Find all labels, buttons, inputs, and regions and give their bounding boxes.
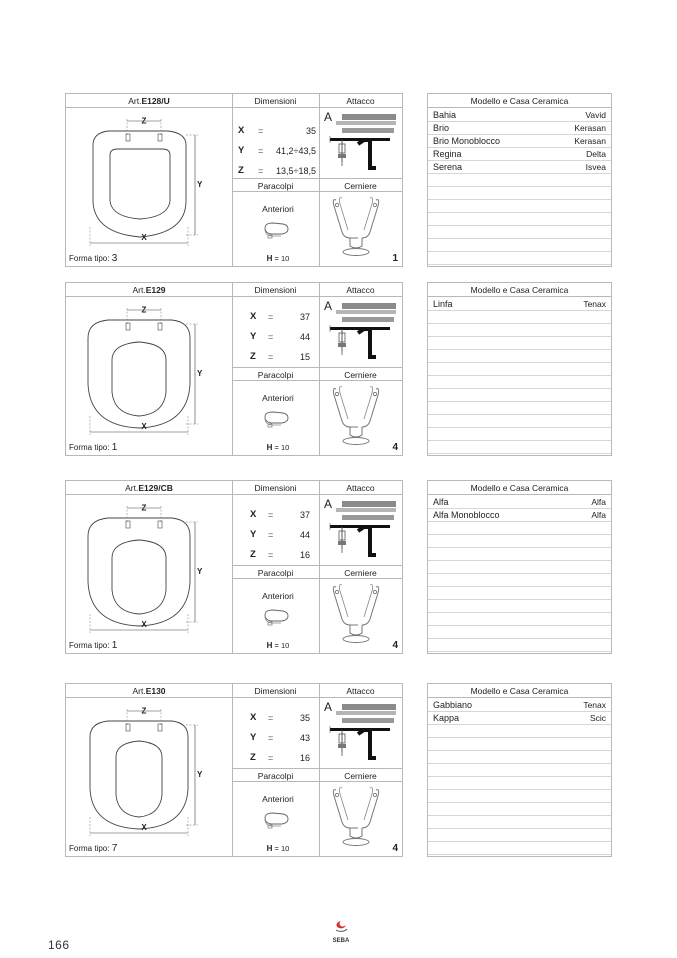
svg-text:X: X [141, 620, 147, 629]
empty-model-row [428, 816, 611, 829]
attacco-mount-icon [328, 110, 400, 176]
model-row [428, 122, 611, 135]
model-name: Gabbiano [433, 700, 473, 710]
svg-text:Y: Y [197, 770, 203, 779]
model-name: Linfa [433, 299, 453, 309]
model-row [428, 699, 611, 712]
empty-model-row [428, 311, 611, 324]
dim-x-value: 35 [299, 713, 310, 723]
height-value [236, 443, 320, 452]
hinge-icon [328, 784, 384, 850]
empty-model-row [428, 402, 611, 415]
dim-y-label: Y [250, 732, 257, 743]
height-number: = 10 [274, 254, 290, 263]
forma-tipo [69, 640, 117, 651]
empty-model-row [428, 777, 611, 790]
dim-z-row [236, 164, 316, 178]
product-spec-table [65, 480, 403, 654]
article-label: Art. [125, 483, 139, 493]
model-name: Brio [433, 123, 450, 133]
attacco-mount-icon [328, 299, 400, 365]
height-label: H [266, 641, 273, 650]
equals-sign: = [258, 146, 264, 156]
height-number: = 10 [274, 641, 290, 650]
dim-z-row [236, 350, 316, 364]
dimensioni-header: Dimensioni [232, 684, 319, 698]
attacco-header: Attacco [319, 94, 402, 108]
svg-text:X: X [141, 422, 147, 431]
dim-z-label: Z [250, 351, 256, 362]
model-brand: Isvea [585, 162, 606, 172]
forma-label: Forma tipo: [69, 641, 110, 650]
dim-y-row [236, 528, 316, 542]
attacco-type-letter: A [324, 299, 333, 313]
empty-model-row [428, 751, 611, 764]
empty-model-row [428, 842, 611, 855]
dim-z-label: Z [250, 549, 256, 560]
forma-tipo [69, 442, 117, 453]
svg-text:Y: Y [197, 567, 203, 576]
attacco-header: Attacco [319, 283, 402, 297]
hinge-icon [328, 581, 384, 647]
equals-sign: = [268, 312, 274, 322]
empty-model-row [428, 213, 611, 226]
brand-logo [328, 920, 354, 948]
paracolpi-header: Paracolpi [232, 565, 319, 579]
height-label: H [266, 254, 273, 263]
model-row [428, 298, 611, 311]
product-spec-table [65, 683, 403, 857]
attacco-header: Attacco [319, 481, 402, 495]
svg-text:Y: Y [197, 180, 203, 189]
article-label: Art. [132, 686, 146, 696]
paracolpi-header: Paracolpi [232, 178, 319, 192]
forma-label: Forma tipo: [69, 844, 110, 853]
empty-model-row [428, 363, 611, 376]
svg-text:Y: Y [197, 369, 203, 378]
equals-sign: = [268, 352, 274, 362]
empty-model-row [428, 200, 611, 213]
dim-x-label: X [250, 712, 257, 723]
model-name: Serena [433, 162, 463, 172]
model-brand: Kerasan [574, 136, 606, 146]
empty-model-row [428, 428, 611, 441]
model-row [428, 161, 611, 174]
model-brand: Delta [586, 149, 606, 159]
attacco-mount-icon [328, 497, 400, 563]
forma-label: Forma tipo: [69, 254, 110, 263]
article-label: Art. [128, 96, 142, 106]
empty-model-row [428, 324, 611, 337]
model-list [428, 496, 611, 652]
bumper-icon [261, 607, 291, 627]
attacco-number: 1 [392, 253, 398, 264]
empty-model-row [428, 626, 611, 639]
model-name: Alfa Monoblocco [433, 510, 500, 520]
empty-model-row [428, 337, 611, 350]
dimensioni-header: Dimensioni [232, 481, 319, 495]
model-row [428, 109, 611, 122]
model-list [428, 298, 611, 454]
dim-x-row [236, 508, 316, 522]
model-list [428, 699, 611, 855]
empty-model-row [428, 764, 611, 777]
height-value [236, 254, 320, 263]
forma-value: 1 [111, 640, 118, 651]
empty-model-row [428, 522, 611, 535]
bumper-icon [261, 409, 291, 429]
equals-sign: = [268, 753, 274, 763]
empty-model-row [428, 613, 611, 626]
product-spec-table [65, 93, 403, 267]
attacco-number: 4 [392, 442, 398, 453]
empty-model-row [428, 600, 611, 613]
dim-x-row [236, 711, 316, 725]
equals-sign: = [268, 332, 274, 342]
svg-text:Z: Z [141, 706, 147, 716]
article-header [66, 283, 232, 297]
model-name: Brio Monoblocco [433, 136, 501, 146]
height-label: H [266, 443, 273, 452]
model-row [428, 496, 611, 509]
svg-text:Z: Z [141, 305, 147, 315]
paracolpi-header: Paracolpi [232, 768, 319, 782]
hinge-icon [328, 194, 384, 260]
forma-value: 1 [111, 442, 118, 453]
model-brand: Scic [589, 713, 606, 723]
seat-outline-drawing [68, 109, 232, 253]
empty-model-row [428, 376, 611, 389]
height-number: = 10 [274, 844, 290, 853]
dim-z-value: 15 [299, 352, 310, 362]
height-label: H [266, 844, 273, 853]
equals-sign: = [268, 530, 274, 540]
article-code: E130 [145, 686, 166, 696]
equals-sign: = [258, 126, 264, 136]
model-brand: Alfa [591, 497, 606, 507]
dim-z-label: Z [250, 752, 256, 763]
dim-z-value: 16 [299, 550, 310, 560]
forma-value: 3 [111, 253, 118, 264]
equals-sign: = [268, 550, 274, 560]
attacco-number: 4 [392, 640, 398, 651]
empty-model-row [428, 548, 611, 561]
dim-z-label: Z [238, 165, 244, 176]
article-header [66, 481, 232, 495]
forma-tipo [69, 843, 117, 854]
anteriori-label: Anteriori [262, 794, 294, 804]
hinge-icon [328, 383, 384, 449]
dim-y-value: 44 [299, 332, 310, 342]
model-row [428, 712, 611, 725]
model-name: Bahia [433, 110, 457, 120]
height-number: = 10 [274, 443, 290, 452]
product-block [65, 93, 612, 267]
cerniere-header: Cerniere [319, 367, 402, 381]
model-table [427, 282, 612, 456]
dim-y-row [236, 144, 316, 158]
dim-z-row [236, 751, 316, 765]
equals-sign: = [268, 713, 274, 723]
dim-y-value: 41,2÷43,5 [276, 146, 316, 156]
model-table [427, 480, 612, 654]
article-code: E128/U [141, 96, 170, 106]
dim-y-label: Y [250, 529, 257, 540]
equals-sign: = [268, 510, 274, 520]
seba-logo-icon [333, 920, 349, 934]
paracolpi-header: Paracolpi [232, 367, 319, 381]
cerniere-header: Cerniere [319, 768, 402, 782]
attacco-number: 4 [392, 843, 398, 854]
dim-x-label: X [238, 125, 245, 136]
model-brand: Vavid [585, 110, 606, 120]
dim-x-label: X [250, 509, 257, 520]
empty-model-row [428, 535, 611, 548]
model-brand: Kerasan [574, 123, 606, 133]
empty-model-row [428, 350, 611, 363]
dim-y-value: 44 [299, 530, 310, 540]
dim-y-label: Y [238, 145, 245, 156]
attacco-type-letter: A [324, 110, 333, 124]
article-header [66, 684, 232, 698]
model-row [428, 135, 611, 148]
forma-value: 7 [111, 843, 118, 854]
height-value [236, 844, 320, 853]
dimensioni-header: Dimensioni [232, 94, 319, 108]
empty-model-row [428, 639, 611, 652]
dim-x-value: 37 [299, 510, 310, 520]
dim-y-value: 43 [299, 733, 310, 743]
bumper-icon [261, 810, 291, 830]
model-name: Alfa [433, 497, 449, 507]
modello-header: Modello e Casa Ceramica [428, 481, 611, 495]
article-code: E129/CB [138, 483, 173, 493]
dim-z-value: 13,5÷18,5 [276, 166, 316, 176]
attacco-header: Attacco [319, 684, 402, 698]
seat-outline-drawing [68, 699, 232, 843]
empty-model-row [428, 441, 611, 454]
anteriori-label: Anteriori [262, 591, 294, 601]
model-brand: Alfa [591, 510, 606, 520]
logo-text: SEBA [332, 938, 350, 944]
model-brand: Tenax [583, 299, 606, 309]
seat-outline-drawing [68, 496, 232, 640]
equals-sign: = [268, 733, 274, 743]
attacco-mount-icon [328, 700, 400, 766]
forma-label: Forma tipo: [69, 443, 110, 452]
model-name: Regina [433, 149, 462, 159]
forma-tipo [69, 253, 117, 264]
model-name: Kappa [433, 713, 460, 723]
empty-model-row [428, 803, 611, 816]
anteriori-label: Anteriori [262, 204, 294, 214]
empty-model-row [428, 738, 611, 751]
empty-model-row [428, 574, 611, 587]
seat-outline-drawing [68, 298, 232, 442]
attacco-type-letter: A [324, 497, 333, 511]
attacco-type-letter: A [324, 700, 333, 714]
empty-model-row [428, 415, 611, 428]
dim-z-value: 16 [299, 753, 310, 763]
dim-x-value: 35 [305, 126, 316, 136]
model-table [427, 683, 612, 857]
empty-model-row [428, 239, 611, 252]
empty-model-row [428, 252, 611, 265]
equals-sign: = [258, 166, 264, 176]
empty-model-row [428, 725, 611, 738]
product-spec-table [65, 282, 403, 456]
bumper-icon [261, 220, 291, 240]
page-number: 166 [48, 938, 70, 952]
dim-y-label: Y [250, 331, 257, 342]
empty-model-row [428, 829, 611, 842]
modello-header: Modello e Casa Ceramica [428, 94, 611, 108]
empty-model-row [428, 226, 611, 239]
product-block [65, 683, 612, 857]
empty-model-row [428, 187, 611, 200]
empty-model-row [428, 790, 611, 803]
dim-x-value: 37 [299, 312, 310, 322]
model-row [428, 509, 611, 522]
svg-text:Z: Z [141, 503, 147, 513]
product-block [65, 480, 612, 654]
dim-x-row [236, 124, 316, 138]
dim-y-row [236, 330, 316, 344]
dim-x-label: X [250, 311, 257, 322]
svg-text:Z: Z [141, 116, 147, 126]
empty-model-row [428, 389, 611, 402]
dim-y-row [236, 731, 316, 745]
article-code: E129 [145, 285, 166, 295]
dim-x-row [236, 310, 316, 324]
modello-header: Modello e Casa Ceramica [428, 283, 611, 297]
model-row [428, 148, 611, 161]
empty-model-row [428, 587, 611, 600]
anteriori-label: Anteriori [262, 393, 294, 403]
model-table [427, 93, 612, 267]
article-header [66, 94, 232, 108]
dim-z-row [236, 548, 316, 562]
model-brand: Tenax [583, 700, 606, 710]
product-block [65, 282, 612, 456]
modello-header: Modello e Casa Ceramica [428, 684, 611, 698]
svg-text:X: X [141, 233, 147, 242]
empty-model-row [428, 174, 611, 187]
cerniere-header: Cerniere [319, 178, 402, 192]
cerniere-header: Cerniere [319, 565, 402, 579]
model-list [428, 109, 611, 265]
empty-model-row [428, 561, 611, 574]
dimensioni-header: Dimensioni [232, 283, 319, 297]
height-value [236, 641, 320, 650]
svg-text:X: X [141, 823, 147, 832]
article-label: Art. [132, 285, 146, 295]
